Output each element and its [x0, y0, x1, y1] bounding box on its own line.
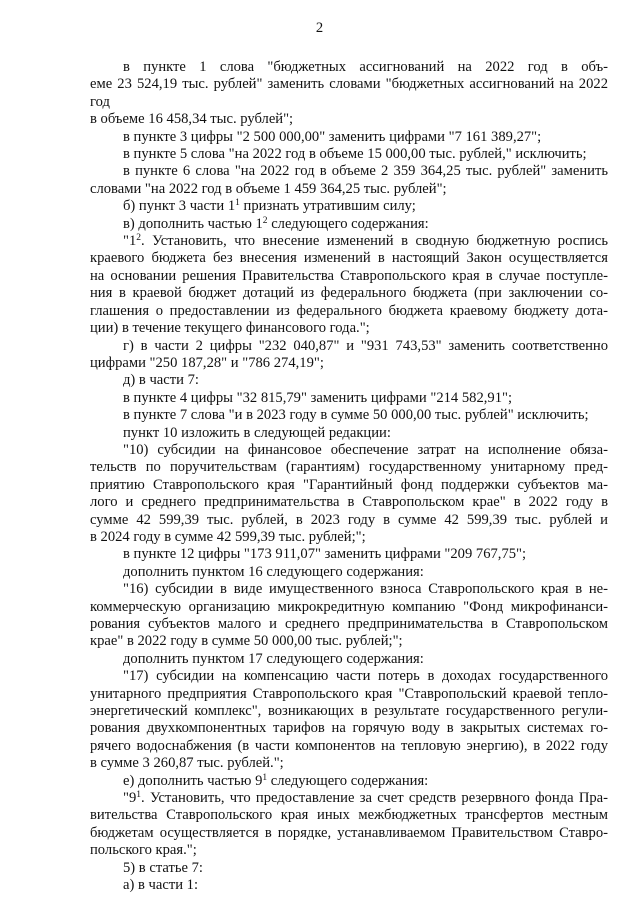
text-line: в пункте 12 цифры "173 911,07" заменить цифрами "209 767,75"; [123, 546, 527, 563]
text-line: в пункте 3 цифры "2 500 000,00" заменить цифрами "7 161 389,27"; [123, 128, 542, 145]
paragraph [90, 546, 608, 563]
text-line: ния в краевой бюджет дотаций из федерального бюджета (при заключении со- [90, 285, 608, 302]
paragraph [90, 163, 608, 198]
text-line: лого и среднего предпринимательства в Ставропольском крае" в 2022 году в [90, 494, 608, 511]
page-number: 2 [315, 20, 324, 36]
text-line: коммерческую организацию микрокредитную компанию "Фонд микрофинанси- [90, 598, 608, 615]
text-line: а) в части 1: [123, 877, 199, 894]
text-line: д) в части 7: [123, 372, 199, 389]
text-line: краевого бюджета без внесения изменений в настоящий Закон осуществляется [90, 250, 608, 267]
text-line: бюджетам осуществляется в порядке, устанавливаемом Правительством Ставро- [90, 824, 608, 841]
text-line: "10) субсидии на финансовое обеспечение затрат на исполнение обяза- [123, 441, 608, 458]
text-line: в пункте 4 цифры "32 815,79" заменить цифрами "214 582,91"; [123, 389, 513, 406]
text-line: в 2024 году в сумме 42 599,39 тыс. рублей;"; [90, 528, 366, 545]
paragraph [90, 790, 608, 860]
paragraph [90, 59, 608, 129]
text-line: словами "на 2022 год в объеме 1 459 364,25 тыс. рублей"; [90, 180, 447, 197]
text-line: е) дополнить частью $9^1$ следующего содержания: [123, 772, 429, 789]
paragraph [90, 146, 608, 163]
document-body [90, 59, 608, 895]
text-line: дополнить пунктом 16 следующего содержания: [123, 563, 424, 580]
text-line: в пункте 6 слова "на 2022 год в объеме 2 359 364,25 тыс. рублей" заменить [123, 163, 608, 180]
paragraph [90, 877, 608, 894]
text-line: в пункте 7 слова "и в 2023 году в сумме 50 000,00 тыс. рублей" исключить; [123, 407, 589, 424]
text-line: польского края."; [90, 842, 197, 859]
text-line: в) дополнить частью $1^2$ следующего содержания: [123, 215, 429, 232]
text-line: дополнить пунктом 17 следующего содержания: [123, 650, 424, 667]
paragraph [90, 338, 608, 373]
text-line: в сумме 3 260,87 тыс. рублей."; [90, 755, 284, 772]
paragraph [90, 216, 608, 233]
text-line: в пункте 1 слова "бюджетных ассигнований на 2022 год в объ- [123, 59, 608, 75]
paragraph [90, 198, 608, 215]
text-line: "16) субсидии в виде имущественного взноса Ставропольского края в не- [123, 581, 608, 598]
paragraph [90, 581, 608, 651]
text-line: крае" в 2022 году в сумме 50 000,00 тыс. рублей;"; [90, 633, 403, 650]
text-line: унитарного предприятия Ставропольского края "Ставропольский краевой тепло- [90, 685, 608, 702]
paragraph [90, 425, 608, 442]
text-line: б) пункт 3 части $1^1$ признать утратившим силу; [123, 198, 416, 215]
text-line: в объеме 16 458,34 тыс. рублей"; [90, 111, 294, 128]
paragraph [90, 390, 608, 407]
text-line: "$1^2$. Установить, что внесение изменений в сводную бюджетную роспись [123, 233, 608, 250]
paragraph [90, 372, 608, 389]
paragraph [90, 860, 608, 877]
text-line: 5) в статье 7: [123, 859, 203, 876]
text-line: г) в части 2 цифры "232 040,87" и "931 743,53" заменить соответственно [123, 337, 608, 354]
text-line: "$9^1$. Установить, что предоставление за счет средств резервного фонда Пра- [123, 790, 608, 807]
text-line: сумме 42 599,39 тыс. рублей, в 2023 году в сумме 42 599,39 тыс. рублей и [90, 511, 608, 528]
paragraph [90, 233, 608, 337]
paragraph [90, 442, 608, 546]
text-line: на основании решения Правительства Ставропольского края в случае поступле- [90, 267, 608, 284]
text-line: "17) субсидии на компенсацию части потерь в доходах государственного [123, 668, 608, 685]
paragraph [90, 407, 608, 424]
text-line: цифрами "250 187,28" и "786 274,19"; [90, 354, 324, 371]
text-line: в пункте 5 слова "на 2022 год в объеме 15 000,00 тыс. рублей," исключить; [123, 146, 587, 163]
text-line: приятию Ставропольского края "Гарантийный фонд поддержки субъектов ма- [90, 476, 608, 493]
paragraph [90, 129, 608, 146]
paragraph [90, 668, 608, 772]
text-line: рования двухкомпонентных тарифов на горячую воду в закрытых системах го- [90, 720, 608, 737]
text-line: пункт 10 изложить в следующей редакции: [123, 424, 391, 441]
text-line: вительства Ставропольского края иных межбюджетных трансфертов местным [90, 807, 608, 824]
paragraph [90, 651, 608, 668]
text-line: еме 23 524,19 тыс. рублей" заменить словами "бюджетных ассигнований на 2022 год [90, 76, 608, 110]
text-line: ции) в течение текущего финансового года."; [90, 320, 370, 337]
text-line: рячего водоснабжения (в части компонентов на тепловую энергию), в 2022 году [90, 737, 608, 754]
text-line: рования субъектов малого и среднего предпринимательства в Ставропольском [90, 616, 608, 632]
text-line: энергетический комплекс", возникающих в результате государственного регули- [90, 703, 608, 720]
text-line: глашения о предоставлении из федерального бюджета краевому бюджету дота- [90, 302, 608, 319]
text-line: тельств по поручительствам (гарантиям) государственному унитарному пред- [90, 459, 608, 476]
paragraph [90, 773, 608, 790]
paragraph [90, 564, 608, 581]
